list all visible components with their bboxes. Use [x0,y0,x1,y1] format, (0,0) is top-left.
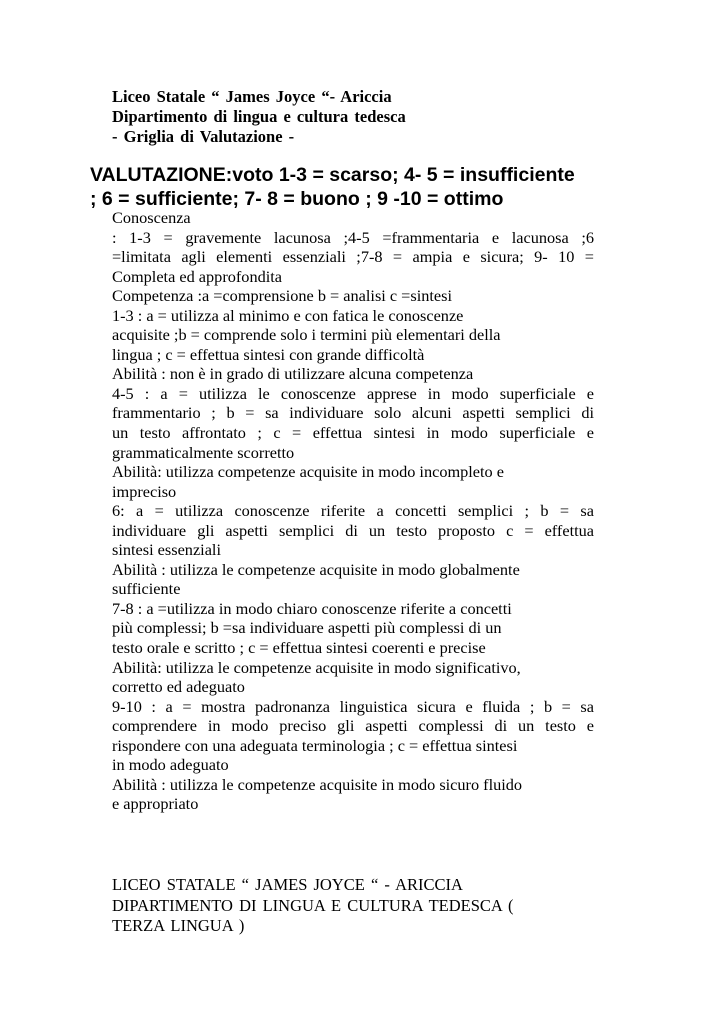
grading-scale-line: VALUTAZIONE:voto 1-3 = scarso; 4- 5 = insufficiente [90,164,575,186]
text-line: 9-10 : a = mostra padronanza linguistica sicura e fluida ; b = sa [112,696,594,716]
text-line: Abilità : utilizza le competenze acquisite in modo sicuro fluido [112,774,523,794]
text-line: sintesi essenziali [112,540,221,560]
grading-scale-heading [90,163,700,211]
text-line: 6: a = utilizza conoscenze riferite a concetti semplici ; b = sa [112,501,594,521]
header-school-name: Liceo Statale “ James Joyce “- Ariccia [112,87,392,106]
text-line: corretto ed adeguato [112,677,245,697]
text-line: Completa ed approfondita [112,266,282,286]
text-line: testo orale e scritto ; c = effettua sintesi coerenti e precise [112,638,486,658]
text-line: acquisite ;b = comprende solo i termini più elementari della [112,325,501,345]
text-line: Abilità: utilizza competenze acquisite in modo incompleto e [112,462,504,482]
text-line: Abilità : utilizza le competenze acquisite in modo globalmente [112,559,520,579]
text-line: comprendere in modo preciso gli aspetti complessi di un testo e [112,716,594,736]
assessment-criteria-text [112,208,594,814]
text-line: un testo affrontato ; c = effettua sintesi in modo superficiale e [112,423,594,443]
text-line: 7-8 : a =utilizza in modo chiaro conoscenze riferite a concetti [112,598,512,618]
footer-school-name: LICEO STATALE “ JAMES JOYCE “ - ARICCIA [112,875,463,894]
footer-language-note: TERZA LINGUA ) [112,916,245,935]
text-line: =limitata agli elementi essenziali ;7-8 = ampia e sicura; 9- 10 = [112,247,594,267]
header-grid-title: - Griglia di Valutazione - [112,127,295,146]
text-line: 4-5 : a = utilizza le conoscenze apprese in modo superficiale e [112,383,594,403]
text-line: Conoscenza [112,208,191,227]
text-line: : 1-3 = gravemente lacunosa ;4-5 =frammentaria e lacunosa ;6 [112,227,594,247]
text-line: Competenza :a =comprensione b = analisi c =sintesi [112,286,452,306]
text-line: frammentario ; b = sa individuare solo alcuni aspetti semplici di [112,403,594,423]
grading-scale-line: ; 6 = sufficiente; 7- 8 = buono ; 9 -10 = ottimo [90,188,504,210]
footer-department: DIPARTIMENTO DI LINGUA E CULTURA TEDESCA ( [112,895,514,915]
text-line: più complessi; b =sa individuare aspetti più complessi di un [112,618,502,638]
text-line: impreciso [112,481,177,501]
text-line: grammaticalmente scorretto [112,442,295,462]
text-line: Abilità : non è in grado di utilizzare alcuna competenza [112,364,474,384]
text-line: rispondere con una adeguata terminologia ; c = effettua sintesi [112,735,518,755]
text-line: in modo adeguato [112,755,229,775]
text-line: lingua ; c = effettua sintesi con grande difficoltà [112,344,425,364]
text-line: sufficiente [112,579,181,599]
text-line: 1-3 : a = utilizza al minimo e con fatica le conoscenze [112,305,464,325]
school-footer-header [112,875,582,937]
text-line: Abilità: utilizza le competenze acquisite in modo significativo, [112,657,521,677]
header-department: Dipartimento di lingua e cultura tedesca [112,107,406,126]
text-line: e appropriato [112,794,199,814]
text-line: individuare gli aspetti semplici di un testo proposto c = effettua [112,520,594,540]
school-header [112,87,572,147]
